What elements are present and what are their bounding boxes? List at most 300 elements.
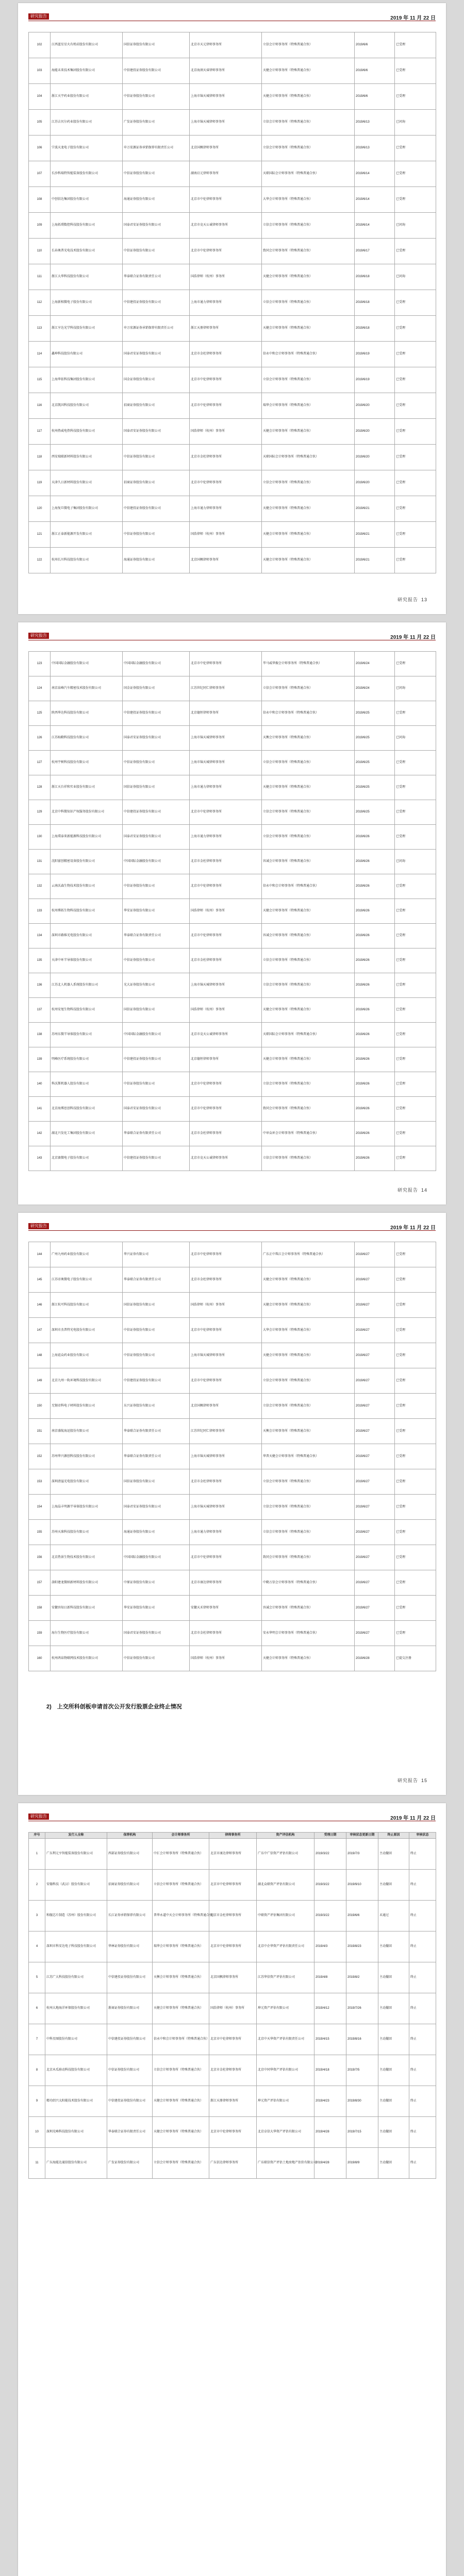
table-row: [29, 825, 436, 850]
table-cell: 已受理: [395, 1267, 436, 1293]
table-row: [29, 161, 436, 187]
table-cell: 北京市中伦律师事务所: [190, 1097, 262, 1122]
table-cell: 北京德恒律师事务所: [190, 1047, 262, 1072]
table-cell: 2019/6/27: [355, 1545, 395, 1570]
table-cell: 陕西华达科技股份有限公司: [51, 701, 123, 726]
table-cell: 上海市锦天城律师事务所: [190, 84, 262, 110]
table-cell: 国浩律师（杭州）事务所: [190, 899, 262, 924]
table-row: [29, 998, 436, 1023]
table-cell: 杭州大地海洋环保股份有限公司: [45, 1993, 107, 2024]
table-row: [29, 1267, 436, 1293]
table-cell: 华泰联合证券有限责任公司: [123, 264, 190, 290]
table-cell: 111: [29, 264, 51, 290]
table-cell: 中国国际金融股份有限公司: [123, 1545, 190, 1570]
brand-logo: 研究报告: [28, 633, 49, 639]
table-cell: 国浩律师（杭州）事务所: [209, 1993, 257, 2024]
table-row: [29, 32, 436, 58]
table-cell: 上海市通力律师事务所: [190, 825, 262, 850]
table-cell: 广发证券股份有限公司: [123, 110, 190, 135]
table-cell: 2019/6/26: [355, 1072, 395, 1097]
table-cell: 已受理: [395, 187, 436, 213]
table-cell: 北京木瓜移动科技股份有限公司: [45, 2055, 107, 2086]
brand-logo: 研究报告: [28, 1814, 49, 1820]
table-cell: 137: [29, 998, 51, 1023]
table-row: [29, 213, 436, 239]
table-cell: 中国国际金融股份有限公司: [123, 652, 190, 676]
table-cell: 天健会计师事务所（特殊普通合伙）: [262, 522, 355, 548]
table-cell: 北京海博思创科技股份有限公司: [51, 1097, 123, 1122]
table-cell: 信永中和会计师事务所（特殊普通合伙）: [262, 874, 355, 899]
table-cell: 已受理: [395, 1570, 436, 1596]
table-cell: 北京市竞天公诚律师事务所: [190, 213, 262, 239]
table-cell: 已受理: [395, 522, 436, 548]
table-cell: 宁波天龙电子股份有限公司: [51, 135, 123, 161]
table-cell: 中联资产评估集团有限公司: [257, 1901, 314, 1931]
table-cell: 2019/6/6: [355, 58, 395, 84]
table-cell: 沈阳富创精密设备股份有限公司: [51, 850, 123, 874]
table-row: [29, 1419, 436, 1444]
table-cell: 2019/6/21: [355, 496, 395, 522]
table-cell: 国泰君安证券股份有限公司: [123, 1097, 190, 1122]
table-cell: 华泰联合证券有限责任公司: [123, 1267, 190, 1293]
table-cell: 2019/6/25: [355, 751, 395, 775]
table-cell: 已受理: [395, 1545, 436, 1570]
table-cell: 国金证券股份有限公司: [123, 367, 190, 393]
table-cell: 2019/6/27: [355, 1596, 395, 1621]
table-cell: 2019/4/15: [314, 2024, 346, 2055]
page-header: [28, 633, 436, 640]
table-cell: 143: [29, 1146, 51, 1171]
table-cell: 已受理: [395, 800, 436, 825]
table-cell: 北京热景生物技术股份有限公司: [51, 1545, 123, 1570]
table-cell: 2019/6/26: [355, 973, 395, 998]
table-cell: 招商证券股份有限公司: [123, 393, 190, 419]
table-cell: 135: [29, 948, 51, 973]
table-cell: 广发证券股份有限公司: [107, 2148, 153, 2179]
table-cell: 158: [29, 1596, 51, 1621]
table-cell: 中科星图股份有限公司: [45, 2024, 107, 2055]
table-cell: 华林证券股份有限公司: [107, 1931, 153, 1962]
table-cell: 立信会计师事务所（特殊普通合伙）: [262, 948, 355, 973]
table-cell: 天健会计师事务所（特殊普通合伙）: [262, 58, 355, 84]
table-cell: 已受理: [395, 58, 436, 84]
table-row: [29, 1318, 436, 1343]
table-cell: 立信会计师事务所（特殊普通合伙）: [262, 676, 355, 701]
table-row: [29, 2086, 436, 2117]
table-cell: 中信建投证券股份有限公司: [107, 2024, 153, 2055]
table-cell: 浙江天册律师事务所: [190, 316, 262, 342]
table-cell: 国泰君安证券股份有限公司: [123, 213, 190, 239]
table-cell: 立信会计师事务所（特殊普通合伙）: [262, 1394, 355, 1419]
table-cell: 2019/6/28: [355, 1646, 395, 1671]
table-cell: 已受理: [395, 419, 436, 445]
table-cell: 中信证券股份有限公司: [123, 1646, 190, 1671]
table-cell: 2019/6/20: [355, 419, 395, 445]
table-cell: 已受理: [395, 1520, 436, 1545]
table-row: [29, 1646, 436, 1671]
table-cell: 127: [29, 751, 51, 775]
table-cell: 149: [29, 1368, 51, 1394]
table-cell: 中审众环会计师事务所（特殊普通合伙）: [262, 1122, 355, 1146]
table-cell: 2019/6/17: [355, 239, 395, 264]
table-row: [29, 973, 436, 998]
table-cell: 2019/6/26: [355, 948, 395, 973]
page-footer: 研究报告 13: [397, 597, 427, 602]
table-cell: 光大证券股份有限公司: [123, 973, 190, 998]
table-cell: 2019/4/18: [314, 2055, 346, 2086]
table-cell: 苏州东微半导体股份有限公司: [51, 1023, 123, 1047]
table-cell: 2019/6/26: [355, 924, 395, 948]
table-cell: 已受理: [395, 470, 436, 496]
table-cell: 中原证券股份有限公司: [123, 1570, 190, 1596]
table-cell: 2019/6/14: [355, 213, 395, 239]
table-cell: 北京市康达律师事务所: [209, 1839, 257, 1870]
table-cell: 2019/6/25: [355, 800, 395, 825]
table-cell: 已受理: [395, 701, 436, 726]
table-cell: 133: [29, 899, 51, 924]
table-cell: 2019/6/24: [355, 652, 395, 676]
table-row: [29, 1242, 436, 1267]
table-cell: 天健会计师事务所（特殊普通合伙）: [153, 2086, 209, 2117]
table-row: [29, 701, 436, 726]
table-cell: 国泰君安证券股份有限公司: [123, 726, 190, 751]
table-cell: 2019/4/8: [314, 1962, 346, 1993]
table-cell: 立信会计师事务所（特殊普通合伙）: [262, 1146, 355, 1171]
table-cell: 中信证券股份有限公司: [123, 522, 190, 548]
table-cell: 8: [29, 2055, 45, 2086]
table-cell: 中信证券股份有限公司: [123, 161, 190, 187]
table-cell: 杭州鸿泉物联网技术股份有限公司: [51, 1646, 123, 1671]
table-cell: 国泰君安证券股份有限公司: [123, 419, 190, 445]
table-cell: 北京市中伦律师事务所: [209, 2024, 257, 2055]
table-cell: 江苏帝奥微电子股份有限公司: [51, 1267, 123, 1293]
table-cell: 天健会计师事务所（特殊普通合伙）: [262, 419, 355, 445]
table-cell: 中信证券股份有限公司: [123, 751, 190, 775]
table-cell: 申万宏源证券承销保荐有限责任公司: [123, 135, 190, 161]
table-cell: 主动撤回: [378, 2024, 409, 2055]
table-cell: 2019/4/28: [314, 2117, 346, 2148]
page-number: 14: [421, 1188, 427, 1193]
table-cell: 大华会计师事务所（特殊普通合伙）: [262, 1318, 355, 1343]
table-cell: 致同会计师事务所（特殊普通合伙）: [262, 239, 355, 264]
table-cell: 国信证券股份有限公司: [123, 1293, 190, 1318]
table-cell: 2019/7/26: [346, 1993, 378, 2024]
table-row: [29, 1545, 436, 1570]
table-row: [29, 1993, 436, 2024]
table-cell: 西安瑞联新材料股份有限公司: [51, 445, 123, 470]
table-row: [29, 924, 436, 948]
table-cell: 109: [29, 213, 51, 239]
table-cell: 114: [29, 342, 51, 367]
table-cell: 上海市锦天城律师事务所: [190, 1343, 262, 1368]
table-cell: 长春奥普光电技术股份有限公司: [51, 239, 123, 264]
table-cell: 已受理: [395, 84, 436, 110]
table-cell: 鑫坤科技股份有限公司: [51, 342, 123, 367]
table-cell: 123: [29, 652, 51, 676]
table-cell: 江苏世纪同仁律师事务所: [190, 1419, 262, 1444]
table-cell: 浙江天宇药业股份有限公司: [51, 84, 123, 110]
table-cell: 2019/6/27: [355, 1267, 395, 1293]
table-cell: 已受理: [395, 1293, 436, 1318]
table-cell: 已受理: [395, 316, 436, 342]
table-cell: 2019/6/26: [355, 899, 395, 924]
table-cell: 2019/4/3: [314, 1931, 346, 1962]
table-cell: 立信会计师事务所（特殊普通合伙）: [262, 825, 355, 850]
table-cell: 华安证券股份有限公司: [123, 1596, 190, 1621]
table-cell: 10: [29, 2117, 45, 2148]
table-cell: 信永中和会计师事务所（特殊普通合伙）: [153, 2024, 209, 2055]
table-cell: 湖北众联资产评估有限公司: [257, 1870, 314, 1901]
table-cell: 华泰联合证券有限责任公司: [107, 2117, 153, 2148]
table-cell: 115: [29, 367, 51, 393]
table-cell: 2019/6/27: [355, 1495, 395, 1520]
table-cell: 北京市金杜律师事务所: [190, 342, 262, 367]
table-row: [29, 187, 436, 213]
table-cell: 已受理: [395, 1596, 436, 1621]
table-cell: 中信建投证券股份有限公司: [107, 1962, 153, 1993]
table-cell: 107: [29, 161, 51, 187]
table-cell: 云南沃森生物技术股份有限公司: [51, 874, 123, 899]
table-cell: 2019/6/18: [355, 316, 395, 342]
table-cell: 已受理: [395, 239, 436, 264]
table-cell: 大华会计师事务所（特殊普通合伙）: [262, 187, 355, 213]
table-row: [29, 1444, 436, 1469]
column-header: 序号: [29, 1833, 45, 1839]
table-cell: 120: [29, 496, 51, 522]
table-row: [29, 1839, 436, 1870]
table-cell: 北京市中伦律师事务所: [190, 1242, 262, 1267]
table-cell: 终止: [409, 1931, 436, 1962]
table-cell: 北京市中伦律师事务所: [190, 874, 262, 899]
column-header: 发行人全称: [45, 1833, 107, 1839]
table-cell: 海通证券股份有限公司: [123, 187, 190, 213]
table-cell: 湖南启元律师事务所: [190, 161, 262, 187]
table-cell: 已问询: [395, 264, 436, 290]
table-cell: 已受理: [395, 1469, 436, 1495]
table-cell: 立信会计师事务所（特殊普通合伙）: [262, 290, 355, 316]
table-row: [29, 135, 436, 161]
table-row: [29, 84, 436, 110]
table-row: [29, 2148, 436, 2179]
table-cell: 江苏灿勤科技股份有限公司: [51, 726, 123, 751]
table-cell: 北京市中伦律师事务所: [190, 470, 262, 496]
table-cell: 121: [29, 522, 51, 548]
column-header: 资产评估机构: [257, 1833, 314, 1839]
table-cell: 天健会计师事务所（特殊普通合伙）: [262, 548, 355, 573]
table-cell: 天健会计师事务所（特殊普通合伙）: [262, 264, 355, 290]
table-cell: 128: [29, 775, 51, 800]
table-row: [29, 2055, 436, 2086]
table-cell: 已受理: [395, 924, 436, 948]
table-cell: 已受理: [395, 998, 436, 1023]
table-cell: 已受理: [395, 1072, 436, 1097]
table-cell: 立信会计师事务所（特殊普通合伙）: [262, 367, 355, 393]
table-cell: 中信建投证券股份有限公司: [123, 496, 190, 522]
table-row: [29, 548, 436, 573]
brand-logo: 研究报告: [28, 13, 49, 20]
table-cell: 106: [29, 135, 51, 161]
table-cell: 2019/6/27: [355, 1419, 395, 1444]
table-cell: 北京市金杜律师事务所: [190, 948, 262, 973]
table-cell: 136: [29, 973, 51, 998]
table-cell: 华普天健会计师事务所（特殊普通合伙）: [262, 1444, 355, 1469]
table-cell: 立信会计师事务所（特殊普通合伙）: [262, 32, 355, 58]
table-cell: 11: [29, 2148, 45, 2179]
table-cell: 上海新相微电子股份有限公司: [51, 290, 123, 316]
table-cell: 北京市金杜律师事务所: [190, 1122, 262, 1146]
ipo-termination-table: [28, 1832, 436, 2179]
table-cell: 2019/6/26: [355, 998, 395, 1023]
table-cell: 2019/7/15: [346, 2117, 378, 2148]
table-cell: 天职国际会计师事务所（特殊普通合伙）: [262, 445, 355, 470]
page-footer: 研究报告 15: [397, 1778, 427, 1783]
table-row: [29, 1596, 436, 1621]
table-cell: 北京市竞天公诚律师事务所: [190, 1146, 262, 1171]
table-cell: 北京市中伦律师事务所: [190, 187, 262, 213]
table-row: [29, 850, 436, 874]
table-cell: 已受理: [395, 445, 436, 470]
table-cell: 已受理: [395, 899, 436, 924]
table-cell: 4: [29, 1931, 45, 1962]
table-row: [29, 1146, 436, 1171]
table-cell: 2019/8/23: [346, 1931, 378, 1962]
table-cell: 主动撤回: [378, 1870, 409, 1901]
table-cell: 主动撤回: [378, 2117, 409, 2148]
table-cell: 北京市金杜律师事务所: [209, 1901, 257, 1931]
table-cell: 广东海能达通信股份有限公司: [45, 2148, 107, 2179]
table-cell: 102: [29, 32, 51, 58]
table-cell: 已受理: [395, 652, 436, 676]
table-cell: 上海市锦天城律师事务所: [190, 1495, 262, 1520]
table-row: [29, 899, 436, 924]
table-cell: 140: [29, 1072, 51, 1097]
table-cell: 立信会计师事务所（特殊普通合伙）: [262, 751, 355, 775]
column-header: 审核状态: [409, 1833, 436, 1839]
table-cell: 已受理: [395, 1097, 436, 1122]
table-cell: 147: [29, 1318, 51, 1343]
table-cell: 安永华明会计师事务所（特殊普通合伙）: [262, 1621, 355, 1646]
table-cell: 2019/6/25: [355, 775, 395, 800]
table-row: [29, 1520, 436, 1545]
table-cell: 北京赛微电子股份有限公司: [51, 1146, 123, 1171]
table-cell: 立信会计师事务所（特殊普通合伙）: [262, 1520, 355, 1545]
column-header: 受理日期: [314, 1833, 346, 1839]
table-row: [29, 1870, 436, 1901]
report-date: 2019 年 11 月 22 日: [390, 1225, 436, 1231]
table-cell: 2019/6/14: [355, 161, 395, 187]
table-cell: 6: [29, 1993, 45, 2024]
table-row: [29, 775, 436, 800]
table-cell: 致同会计师事务所（特殊普通合伙）: [262, 1097, 355, 1122]
table-cell: 立信会计师事务所（特殊普通合伙）: [153, 1870, 209, 1901]
table-cell: 天衡会计师事务所（特殊普通合伙）: [153, 1962, 209, 1993]
table-cell: 2019/6/6: [355, 32, 395, 58]
table-cell: 主动撤回: [378, 2086, 409, 2117]
table-cell: 上海谊众药业股份有限公司: [51, 1343, 123, 1368]
table-cell: 天健会计师事务所（特殊普通合伙）: [153, 1993, 209, 2024]
table-cell: 浙江天册律师事务所: [209, 2086, 257, 2117]
table-cell: 已受理: [395, 1368, 436, 1394]
table-cell: 杭州宇树科技股份有限公司: [51, 751, 123, 775]
table-row: [29, 367, 436, 393]
table-row: [29, 239, 436, 264]
table-cell: 已受理: [395, 548, 436, 573]
page-header: [28, 1814, 436, 1821]
table-row: [29, 726, 436, 751]
table-cell: 152: [29, 1444, 51, 1469]
table-cell: 北京市金杜律师事务所: [190, 1621, 262, 1646]
column-header: 终止原因: [378, 1833, 409, 1839]
table-cell: 已受理: [395, 1621, 436, 1646]
table-cell: 2019/6/25: [355, 701, 395, 726]
table-row: [29, 264, 436, 290]
table-cell: 华泰联合证券有限责任公司: [123, 924, 190, 948]
table-cell: 2019/6/26: [355, 1047, 395, 1072]
table-cell: 天衡会计师事务所（特殊普通合伙）: [262, 726, 355, 751]
table-cell: 2019/6/27: [355, 1570, 395, 1596]
table-cell: 中汇会计师事务所（特殊普通合伙）: [153, 1839, 209, 1870]
table-cell: 北京市中伦律师事务所: [190, 652, 262, 676]
table-cell: 2019/6/21: [355, 548, 395, 573]
table-cell: 已受理: [395, 1495, 436, 1520]
table-cell: 终止: [409, 2055, 436, 2086]
table-cell: 天健会计师事务所（特殊普通合伙）: [262, 316, 355, 342]
table-cell: 立信会计师事务所（特殊普通合伙）: [262, 973, 355, 998]
table-cell: 144: [29, 1242, 51, 1267]
ipo-application-table: [28, 32, 436, 573]
table-cell: 中信证券股份有限公司: [123, 1072, 190, 1097]
table-cell: 北京市金杜律师事务所: [190, 445, 262, 470]
table-cell: 杭州安旭生物科技股份有限公司: [51, 998, 123, 1023]
table-cell: 129: [29, 800, 51, 825]
table-cell: 华泰联合证券有限责任公司: [123, 1444, 190, 1469]
table-cell: 天健会计师事务所（特殊普通合伙）: [262, 899, 355, 924]
table-cell: 广东利元亨智能装备股份有限公司: [45, 1839, 107, 1870]
table-cell: 上海市锦天城律师事务所: [190, 110, 262, 135]
table-cell: 9: [29, 2086, 45, 2117]
table-cell: 已问询: [395, 676, 436, 701]
table-cell: 终止: [409, 2148, 436, 2179]
table-cell: 北京德恒律师事务所: [190, 701, 262, 726]
table-cell: 上海晶丰明源半导体股份有限公司: [51, 1495, 123, 1520]
table-row: [29, 751, 436, 775]
table-cell: 122: [29, 548, 51, 573]
table-cell: 浙商证券股份有限公司: [107, 1993, 153, 2024]
table-cell: 广州九州药业股份有限公司: [51, 1242, 123, 1267]
table-cell: 153: [29, 1469, 51, 1495]
table-row: [29, 2117, 436, 2148]
table-cell: 2019/8/2: [346, 1962, 378, 1993]
table-cell: 中国国际金融股份有限公司: [51, 652, 123, 676]
report-date: 2019 年 11 月 22 日: [390, 635, 436, 640]
table-cell: 110: [29, 239, 51, 264]
table-cell: 中勤万信会计师事务所（特殊普通合伙）: [262, 1570, 355, 1596]
table-cell: 2019/6/26: [355, 874, 395, 899]
table-cell: 1: [29, 1839, 45, 1870]
table-cell: 未通过: [378, 1901, 409, 1931]
table-cell: 国浩律师（杭州）事务所: [190, 1646, 262, 1671]
table-cell: 北京市中伦律师事务所: [190, 1545, 262, 1570]
table-cell: 天衡会计师事务所（特殊普通合伙）: [262, 1419, 355, 1444]
table-cell: 长沙科瑞特智能装备股份有限公司: [51, 161, 123, 187]
table-row: [29, 1023, 436, 1047]
table-cell: 中信建投证券股份有限公司: [123, 1368, 190, 1394]
table-cell: 北京市中伦律师事务所: [190, 393, 262, 419]
table-cell: 138: [29, 1023, 51, 1047]
table-cell: 2019/6/27: [355, 1242, 395, 1267]
table-cell: 2019/6/24: [355, 676, 395, 701]
table-cell: 160: [29, 1646, 51, 1671]
